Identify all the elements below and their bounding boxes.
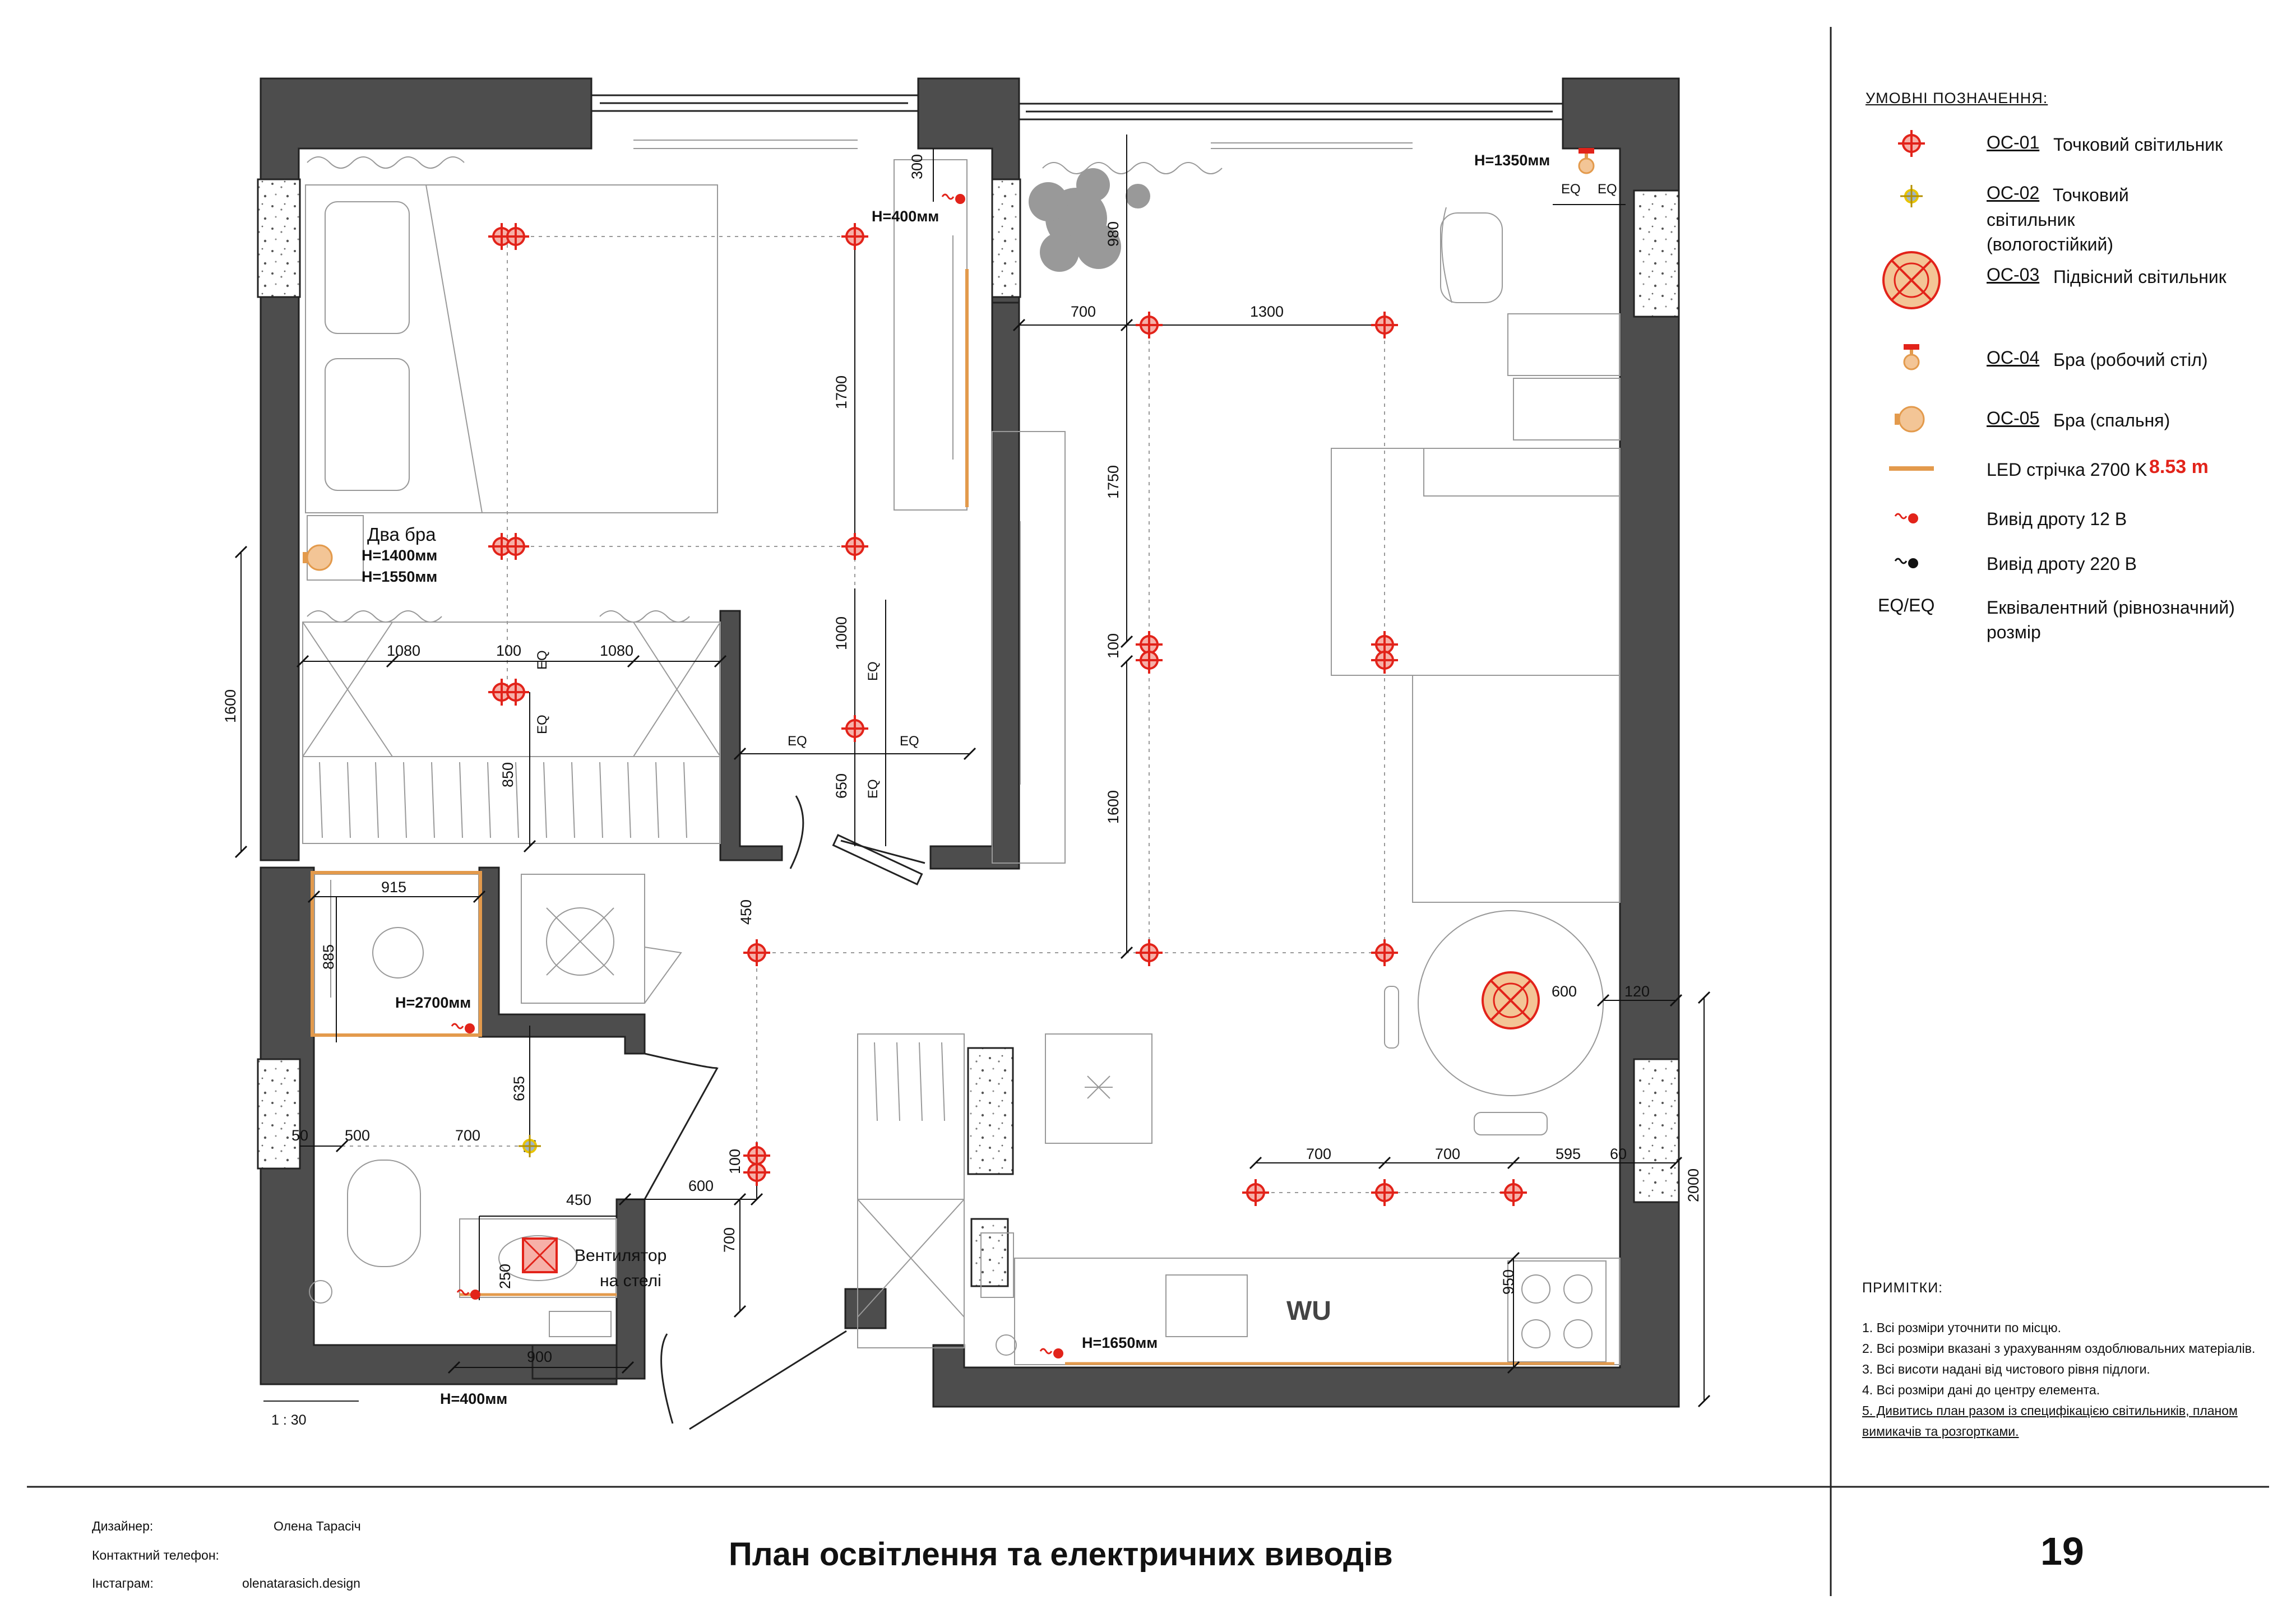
designer-label: Дизайнер: — [92, 1519, 154, 1533]
legend-code: OC-01 — [1987, 132, 2040, 152]
svg-text:600: 600 — [1552, 983, 1577, 1000]
svg-text:EQ: EQ — [865, 779, 881, 799]
svg-text:1080: 1080 — [600, 642, 634, 659]
desk-wall-lamp-icon — [1904, 344, 1919, 369]
svg-text:EQ: EQ — [788, 734, 807, 749]
legend-code: OC-05 — [1987, 408, 2040, 428]
legend-code: OC-03 — [1987, 265, 2040, 285]
wire-12v-icon — [1895, 513, 1918, 523]
legend-text: Еквівалентний (рівнозначний) розмір — [1987, 597, 2235, 642]
page-number: 19 — [2040, 1529, 2084, 1573]
wu-label: WU — [1286, 1296, 1331, 1326]
bedroom-wall-lamp-icon — [1895, 407, 1924, 432]
moisture-proof-spot-icon — [519, 1135, 541, 1157]
svg-text:600: 600 — [688, 1177, 714, 1194]
svg-text:595: 595 — [1556, 1146, 1581, 1162]
svg-text:50: 50 — [291, 1127, 309, 1144]
svg-text:EQ: EQ — [900, 734, 919, 749]
svg-text:EQ: EQ — [1561, 182, 1581, 197]
fan-label: Вентилятор — [575, 1246, 667, 1265]
legend-code: OC-04 — [1987, 347, 2040, 368]
legend-text: Бра (спальня) — [2053, 410, 2170, 430]
svg-text:1700: 1700 — [833, 375, 850, 409]
desk-wall-lamp-icon — [1578, 148, 1594, 173]
note-item: 4. Всі розміри дані до центру елемента. — [1862, 1383, 2100, 1397]
note-item: 1. Всі розміри уточнити по місцю. — [1862, 1320, 2061, 1335]
legend-text: Точковий світильник — [2053, 135, 2223, 155]
legend-text: Підвісний світильник — [2053, 267, 2226, 287]
legend-text: Бра (робочий стіл) — [2053, 350, 2208, 370]
note-item: 3. Всі висоти надані від чистового рівня підлоги. — [1862, 1362, 2150, 1376]
svg-text:450: 450 — [566, 1191, 592, 1208]
legend-code: EQ/EQ — [1878, 595, 1935, 615]
svg-text:635: 635 — [511, 1075, 527, 1101]
svg-text:1750: 1750 — [1105, 465, 1122, 499]
phone-label: Контактний телефон: — [92, 1548, 219, 1562]
svg-text:100: 100 — [496, 642, 522, 659]
svg-text:885: 885 — [320, 944, 337, 970]
designer-name: Олена Тарасіч — [274, 1519, 361, 1533]
svg-text:650: 650 — [833, 773, 850, 799]
svg-text:1080: 1080 — [387, 642, 421, 659]
legend-text: Вивід дроту 12 В — [1987, 509, 2127, 529]
svg-text:250: 250 — [497, 1263, 513, 1289]
note-item: 5. Дивитись план разом із специфікацією світильників, планом вимикачів та розгортками. — [1862, 1403, 2238, 1439]
svg-text:60: 60 — [1610, 1146, 1627, 1162]
svg-text:700: 700 — [1435, 1146, 1461, 1162]
svg-text:120: 120 — [1624, 983, 1650, 1000]
svg-text:900: 900 — [527, 1348, 553, 1365]
height-label: H=2700мм — [395, 994, 471, 1011]
height-label: H=1550мм — [362, 568, 438, 585]
svg-text:100: 100 — [726, 1148, 743, 1174]
height-label: H=1400мм — [362, 547, 438, 564]
legend-title: УМОВНІ ПОЗНАЧЕННЯ: — [1866, 90, 2048, 106]
svg-text:1600: 1600 — [222, 689, 239, 723]
svg-text:450: 450 — [738, 899, 754, 925]
svg-text:1000: 1000 — [833, 616, 850, 650]
pendant-light-icon — [1483, 972, 1539, 1028]
svg-text:700: 700 — [455, 1127, 481, 1144]
svg-text:2000: 2000 — [1685, 1168, 1702, 1202]
height-label: H=1650мм — [1082, 1334, 1158, 1351]
notes-title: ПРИМІТКИ: — [1862, 1280, 1943, 1296]
legend-text: Вивід дроту 220 В — [1987, 554, 2137, 574]
moisture-proof-spot-icon — [1900, 185, 1923, 207]
svg-text:500: 500 — [345, 1127, 371, 1144]
svg-text:700: 700 — [1306, 1146, 1332, 1162]
spot-light-icon — [1898, 130, 1925, 157]
height-label: H=1350мм — [1474, 152, 1550, 169]
instagram-label: Інстаграм: — [92, 1576, 154, 1590]
svg-text:EQ: EQ — [1598, 182, 1617, 197]
two-sconces-label: Два бра — [367, 524, 436, 545]
legend-text: LED стрічка 2700 K — [1987, 460, 2147, 480]
note-item: 2. Всі розміри вказані з урахуванням оздоблювальних матеріалів. — [1862, 1341, 2256, 1356]
pendant-light-icon — [1883, 252, 1939, 308]
height-label: H=400мм — [872, 208, 939, 225]
svg-text:700: 700 — [721, 1227, 738, 1253]
led-length: 8.53 m — [2149, 456, 2209, 477]
svg-text:980: 980 — [1105, 221, 1122, 247]
instagram-handle: olenatarasich.design — [242, 1576, 360, 1590]
svg-text:850: 850 — [499, 762, 516, 787]
page-title: План освітлення та електричних виводів — [729, 1536, 1393, 1573]
wire-220v-icon — [1895, 558, 1918, 568]
svg-text:EQ: EQ — [535, 650, 550, 670]
svg-text:1300: 1300 — [1250, 303, 1284, 320]
fan-label: на стелі — [600, 1272, 661, 1290]
legend-text: Точковий світильник (вологостійкий) — [1987, 185, 2129, 254]
height-label: H=400мм — [440, 1390, 508, 1407]
notes — [1862, 1278, 2277, 1442]
svg-text:300: 300 — [909, 154, 925, 179]
svg-text:1600: 1600 — [1105, 790, 1122, 824]
scale-label: 1 : 30 — [271, 1412, 307, 1428]
svg-text:700: 700 — [1071, 303, 1096, 320]
svg-text:915: 915 — [381, 879, 407, 896]
legend-code: OC-02 — [1987, 183, 2040, 203]
dimension-labels — [222, 154, 1702, 1365]
svg-text:EQ: EQ — [535, 715, 550, 734]
svg-text:EQ: EQ — [865, 661, 881, 681]
svg-text:950: 950 — [1500, 1269, 1517, 1295]
svg-text:100: 100 — [1105, 633, 1122, 659]
